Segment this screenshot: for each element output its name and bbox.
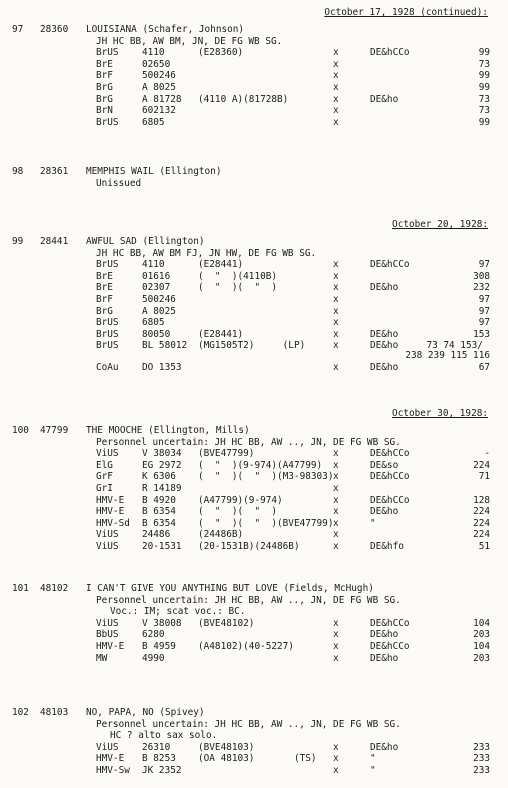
release-mark: x	[333, 116, 339, 128]
release-ref: 97	[478, 305, 490, 317]
release-mark: x	[333, 629, 339, 641]
release-catalog: 80050	[142, 328, 171, 340]
release-matrix: (A47799)(9-974)	[198, 494, 283, 506]
release-catalog: B 4920	[142, 494, 176, 506]
release-mark: x	[333, 317, 339, 329]
release-label: BrG	[96, 93, 113, 105]
release-ref: 224	[473, 459, 490, 471]
release-matrix: ( " )(9-974)(A47799)	[198, 459, 323, 471]
session-date: October 17, 1928 (continued):	[324, 7, 488, 18]
release-ref: 224	[473, 506, 490, 518]
release-matrix: (OA 48103) (TS)	[198, 753, 317, 765]
release-catalog: DO 1353	[142, 361, 182, 373]
release-notes: DE&ho	[370, 282, 399, 294]
release-ref: 153	[473, 328, 490, 340]
release-mark: x	[333, 448, 339, 460]
release-mark: x	[333, 294, 339, 305]
release-matrix: ( " )( " )(BVE47799)	[198, 517, 334, 529]
release-notes: DE&hCCo	[370, 47, 410, 59]
release-label: ViUS	[96, 541, 119, 552]
release-catalog: 24486	[142, 529, 171, 541]
release-notes: DE&ho	[370, 506, 399, 518]
release-ref: 73	[478, 58, 490, 70]
matrix-number: 28441	[40, 236, 69, 247]
release-notes: "	[370, 517, 376, 529]
release-catalog: 4110	[142, 259, 165, 271]
release-matrix: (20-1531B)(24486B)	[198, 541, 300, 552]
release-notes: DE&ho	[370, 328, 399, 340]
release-catalog: 6280	[142, 629, 165, 641]
release-ref: 99	[478, 82, 490, 93]
release-catalog: K 6306	[142, 471, 176, 483]
release-label: HMV-E	[96, 641, 125, 652]
release-ref: 128	[473, 494, 490, 506]
release-ref: 97	[478, 294, 490, 305]
release-notes: DE&hCCo	[370, 448, 410, 460]
release-ref: 99	[478, 116, 490, 128]
release-mark: x	[333, 652, 339, 664]
matrix-number: 48103	[40, 707, 69, 718]
release-matrix: ( " )( " )	[198, 282, 278, 294]
release-catalog: 4990	[142, 652, 165, 664]
release-notes: DE&so	[370, 459, 399, 471]
release-mark: x	[333, 47, 339, 59]
entry-number: 102	[12, 707, 29, 718]
release-catalog: A 8025	[142, 82, 176, 93]
release-mark: x	[333, 483, 339, 494]
release-ref-extra: 238 239 115 116	[405, 350, 490, 361]
release-mark: x	[333, 753, 339, 765]
release-matrix: (24486B)	[198, 529, 244, 541]
release-catalog: 6805	[142, 116, 165, 128]
release-ref: 203	[473, 652, 490, 664]
release-ref: 71	[478, 471, 490, 483]
release-catalog: B 6354	[142, 506, 176, 518]
tune-title: AWFUL SAD (Ellington)	[86, 236, 205, 247]
entry-number: 101	[12, 583, 29, 594]
release-catalog: JK 2352	[142, 765, 182, 776]
release-matrix: (BVE47799)	[198, 448, 255, 460]
release-matrix: (E28441)	[198, 328, 244, 340]
release-mark: x	[333, 494, 339, 506]
release-mark: x	[333, 471, 339, 483]
release-notes: DE&ho	[370, 93, 399, 105]
tune-title: LOUISIANA (Schafer, Johnson)	[86, 24, 245, 35]
release-label: BrN	[96, 105, 113, 117]
release-label: BrUS	[96, 47, 119, 59]
matrix-number: 28360	[40, 24, 69, 35]
release-catalog: A 81728	[142, 93, 182, 105]
release-ref: -	[484, 448, 490, 460]
release-label: BbUS	[96, 629, 119, 641]
release-label: ViUS	[96, 617, 119, 629]
tune-title: THE MOOCHE (Ellington, Mills)	[86, 425, 250, 436]
release-ref: 73	[478, 93, 490, 105]
entry-note: Unissued	[96, 177, 142, 189]
matrix-number: 47799	[40, 425, 69, 436]
release-notes: DE&hCCo	[370, 617, 410, 629]
release-mark: x	[333, 282, 339, 294]
release-catalog: 500246	[142, 70, 176, 82]
release-mark: x	[333, 93, 339, 105]
release-label: GrI	[96, 483, 113, 494]
release-label: BrG	[96, 305, 113, 317]
release-catalog: V 38034	[142, 448, 182, 460]
release-catalog: B 8253	[142, 753, 176, 765]
release-label: BrUS	[96, 259, 119, 271]
release-ref: 104	[473, 617, 490, 629]
release-label: BrUS	[96, 328, 119, 340]
release-label: BrF	[96, 70, 113, 82]
release-mark: x	[333, 541, 339, 552]
release-ref: 233	[473, 753, 490, 765]
release-mark: x	[333, 340, 339, 352]
release-label: HMV-E	[96, 494, 125, 506]
session-date: October 20, 1928:	[392, 219, 488, 230]
release-catalog: A 8025	[142, 305, 176, 317]
release-mark: x	[333, 328, 339, 340]
release-ref: 308	[473, 270, 490, 282]
release-catalog: 602132	[142, 105, 176, 117]
release-ref: 233	[473, 765, 490, 776]
personnel: JH HC BB, AW BM, JN, DE FG WB SG.	[96, 35, 283, 47]
tune-title: NO, PAPA, NO (Spivey)	[86, 707, 205, 718]
matrix-number: 28361	[40, 166, 69, 177]
release-label: BrE	[96, 282, 113, 294]
release-ref: 224	[473, 529, 490, 541]
release-matrix: ( " )( " )	[198, 506, 278, 518]
release-mark: x	[333, 270, 339, 282]
release-catalog: B 4959	[142, 641, 176, 652]
release-ref: 99	[478, 70, 490, 82]
release-matrix: (BVE48103)	[198, 741, 255, 753]
release-notes: DE&hCCo	[370, 471, 410, 483]
personnel-detail: HC ? alto sax solo.	[110, 730, 218, 742]
release-mark: x	[333, 459, 339, 471]
release-notes: "	[370, 753, 376, 765]
release-label: BrG	[96, 82, 113, 93]
release-ref: 73	[478, 105, 490, 117]
release-mark: x	[333, 506, 339, 518]
release-label: ElG	[96, 459, 113, 471]
release-ref: 224	[473, 517, 490, 529]
release-label: HMV-Sd	[96, 517, 130, 529]
release-catalog: 6805	[142, 317, 165, 329]
session-date: October 30, 1928:	[392, 408, 488, 419]
release-catalog: B 6354	[142, 517, 176, 529]
release-ref: 67	[478, 361, 490, 373]
tune-title: I CAN'T GIVE YOU ANYTHING BUT LOVE (Fields, McHugh)	[86, 583, 374, 594]
release-catalog: R 14189	[142, 483, 182, 494]
entry-number: 99	[12, 236, 24, 247]
release-matrix: (E28441)	[198, 259, 244, 271]
release-label: BrE	[96, 270, 113, 282]
release-label: HMV-Sw	[96, 765, 130, 776]
release-mark: x	[333, 617, 339, 629]
release-ref: 232	[473, 282, 490, 294]
release-ref: 97	[478, 259, 490, 271]
personnel: Personnel uncertain: JH HC BB, AW .., JN, DE FG WB SG.	[96, 718, 401, 730]
personnel: Personnel uncertain: JH HC BB, AW .., JN, DE FG WB SG.	[96, 436, 401, 448]
personnel-detail: Voc.: IM; scat voc.: BC.	[110, 606, 246, 618]
release-mark: x	[333, 305, 339, 317]
release-catalog: EG 2972	[142, 459, 182, 471]
release-catalog: V 38008	[142, 617, 182, 629]
release-notes: DE&hfo	[370, 541, 404, 552]
release-ref: 233	[473, 741, 490, 753]
release-ref: 203	[473, 629, 490, 641]
release-catalog: 500246	[142, 294, 176, 305]
release-label: BrF	[96, 294, 113, 305]
release-label: BrE	[96, 58, 113, 70]
release-mark: x	[333, 70, 339, 82]
personnel: Personnel uncertain: JH HC BB, AW .., JN, DE FG WB SG.	[96, 594, 401, 606]
entry-number: 98	[12, 166, 24, 177]
release-label: HMV-E	[96, 506, 125, 518]
release-matrix: (BVE48102)	[198, 617, 255, 629]
release-catalog: 26310	[142, 741, 171, 753]
release-label: BrUS	[96, 317, 119, 329]
release-ref: 97	[478, 317, 490, 329]
release-notes: DE&ho	[370, 629, 399, 641]
release-matrix: (A48102)(40-5227)	[198, 641, 294, 652]
release-mark: x	[333, 641, 339, 652]
personnel: JH HC BB, AW BM FJ, JN HW, DE FG WB SG.	[96, 247, 317, 259]
release-label: BrUS	[96, 340, 119, 352]
release-notes: DE&hCCo	[370, 641, 410, 652]
release-catalog: 20-1531	[142, 541, 182, 552]
release-notes: DE&ho 73 74 153/	[370, 340, 483, 352]
release-label: ViUS	[96, 529, 119, 541]
release-ref: 104	[473, 641, 490, 652]
matrix-number: 48102	[40, 583, 69, 594]
release-catalog: 02307	[142, 282, 171, 294]
release-label: GrF	[96, 471, 113, 483]
release-mark: x	[333, 259, 339, 271]
entry-number: 97	[12, 24, 24, 35]
release-label: ViUS	[96, 448, 119, 460]
release-matrix: ( " )( " )(M3-98303)	[198, 471, 334, 483]
release-matrix: ( " )(4110B)	[198, 270, 278, 282]
release-notes: DE&ho	[370, 741, 399, 753]
release-catalog: 4110	[142, 47, 165, 59]
release-mark: x	[333, 361, 339, 373]
release-notes: "	[370, 765, 376, 776]
tune-title: MEMPHIS WAIL (Ellington)	[86, 166, 222, 177]
release-notes: DE&hCCo	[370, 259, 410, 271]
release-catalog: 01616	[142, 270, 171, 282]
release-catalog: 02650	[142, 58, 171, 70]
release-mark: x	[333, 82, 339, 93]
release-label: CoAu	[96, 361, 119, 373]
release-notes: DE&hCCo	[370, 494, 410, 506]
release-notes: DE&ho	[370, 361, 399, 373]
release-ref: 99	[478, 47, 490, 59]
release-mark: x	[333, 765, 339, 776]
release-mark: x	[333, 741, 339, 753]
release-label: ViUS	[96, 741, 119, 753]
entry-number: 100	[12, 425, 29, 436]
release-mark: x	[333, 517, 339, 529]
release-matrix: (E28360)	[198, 47, 244, 59]
release-ref: 51	[478, 541, 490, 552]
release-catalog: BL 58012	[142, 340, 188, 352]
release-matrix: (4110 A)(81728B)	[198, 93, 289, 105]
release-mark: x	[333, 529, 339, 541]
release-mark: x	[333, 105, 339, 117]
release-notes: DE&ho	[370, 652, 399, 664]
release-label: HMV-E	[96, 753, 125, 765]
release-label: BrUS	[96, 116, 119, 128]
release-label: MW	[96, 652, 108, 664]
release-mark: x	[333, 58, 339, 70]
release-matrix: (MG1505T2) (LP)	[198, 340, 306, 352]
